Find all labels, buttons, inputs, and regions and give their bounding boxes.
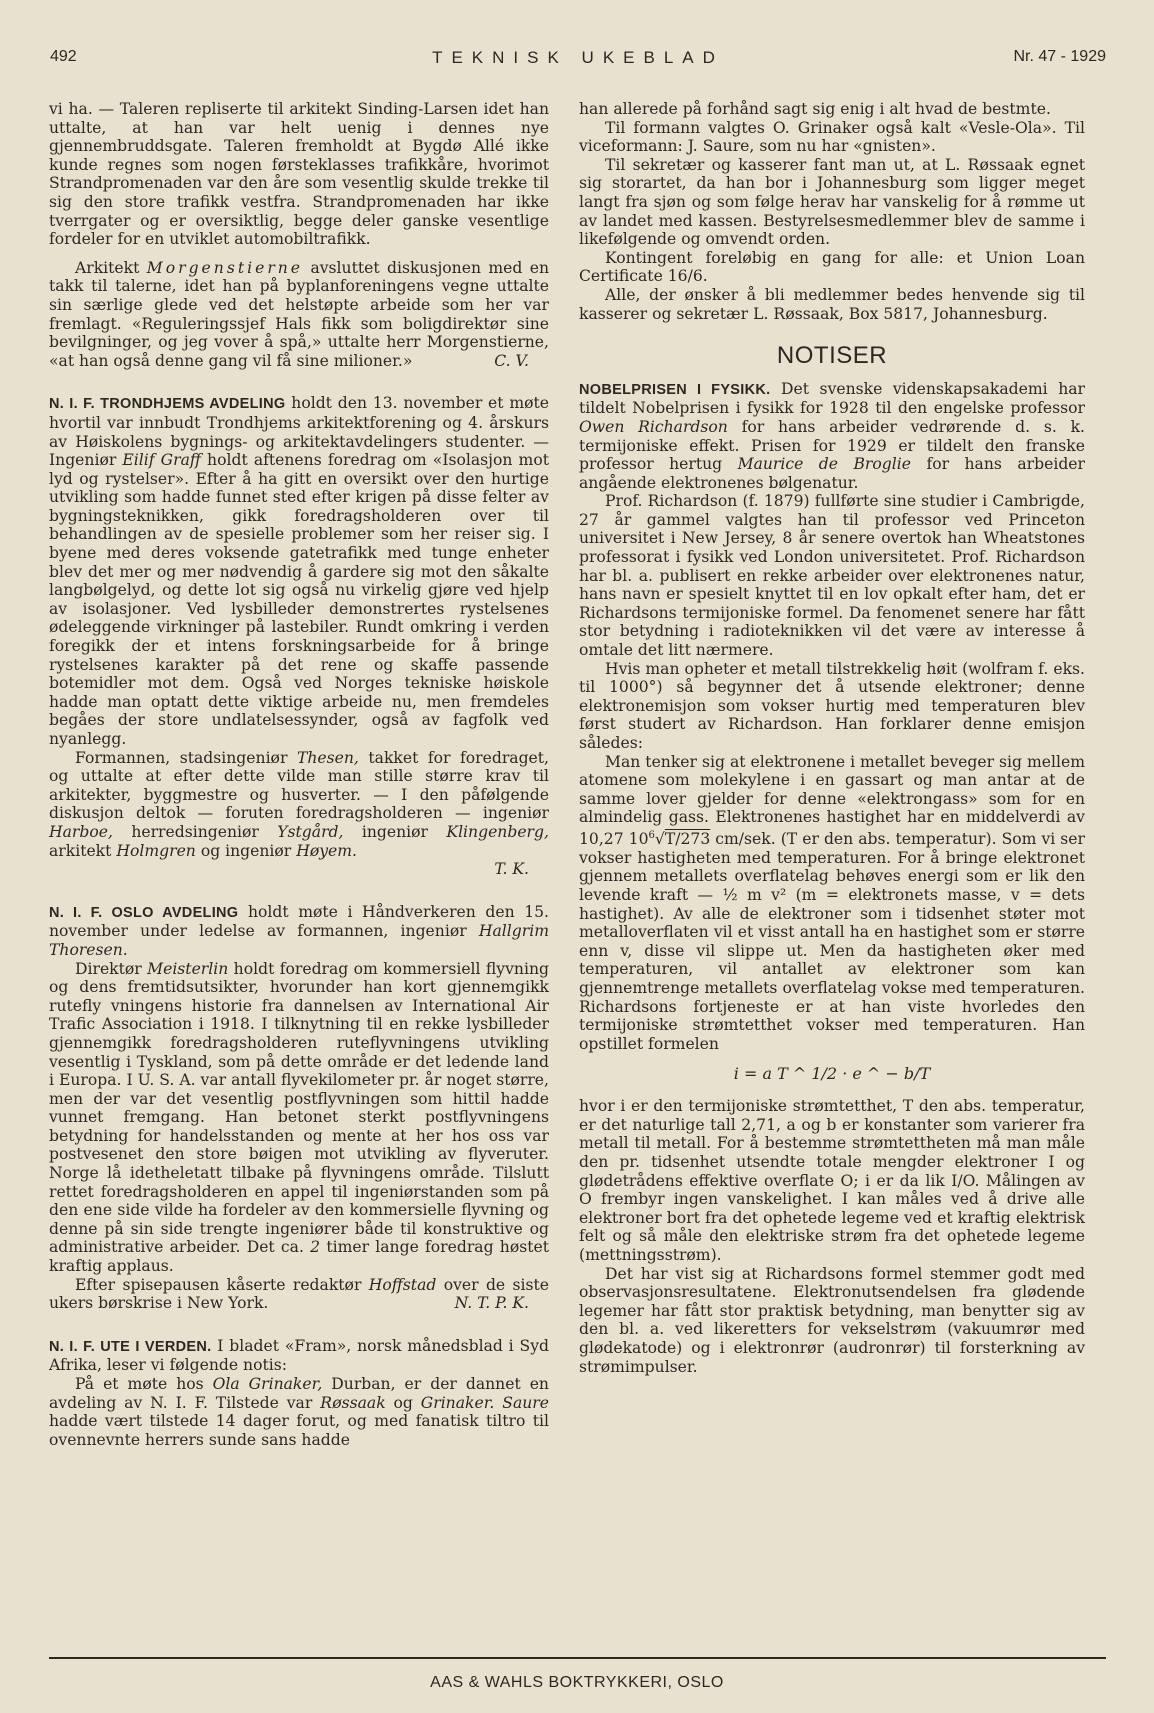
journal-title: TEKNISK UKEBLAD <box>432 48 724 67</box>
section-heading: NOBELPRISEN I FYSIKK. <box>579 381 771 398</box>
person-name: Morgenstierne <box>146 258 304 277</box>
paragraph: Alle, der ønsker å bli medlemmer bedes henvende sig til kasserer og sekretær L. Røssaak, Box 5817, Johannesburg. <box>579 285 1085 323</box>
issue-number: Nr. 47 - 1929 <box>1013 48 1106 65</box>
printer-footer: AAS & WAHLS BOKTRYKKERI, OSLO <box>430 1674 724 1691</box>
paragraph-oslo: N. I. F. OSLO AVDELING holdt møte i Håndverkeren den 15. november under ledelse av formannen, ingeniør Hallgrim Thoresen. <box>49 902 549 959</box>
paragraph: Formannen, stadsingeniør Thesen, takket for foredraget, og uttalte at efter dette vilde man stille større krav til arkitekter, byggmestre og husverter. — I den påfølgende diskusjon deltok — foruten foredragsholderen — ingeniør Harboe, herredsingeniør Ystgård, ingeniør Klingenberg, arkitekt Holmgren og ingeniør Høyem. <box>49 748 549 860</box>
section-heading: N. I. F. TRONDHJEMS AVDELING <box>49 396 286 413</box>
paragraph: Prof. Richardson (f. 1879) fullførte sine studier i Cambrigde, 27 år gammel valgtes han til professor ved Princeton universitet i New Jersey, 8 år senere overtok han Wheatstones professorat i fysikk ved London universitetet. Prof. Richardson har bl. a. publisert en rekke arbeider over elektronenes natur, hans navn er spesielt knyttet til en lov opkalt efter ham, det er Richardsons termijoniske formel. Da fenomenet senere har fått stor betydning i radioteknikken vil det være av interesse å omtale det litt nærmere. <box>579 492 1085 660</box>
paragraph: vi ha. — Taleren repliserte til arkitekt Sinding-Larsen idet han uttalte, at han var helt uenig i dennes nye gjennembruddsgate. Taleren fremholdt at Bygdø Allé ikke kunde regnes som nogen førsteklasses trafikkåre, hvorimot Strandpromenaden var den åre som vesentlig skulde trekke til sig den store trafikk vestfra. Strandpromenaden har ikke tverrgater og er oversiktlig, begge deler ganske vesentlige fordeler for en utviklet automobiltrafikk. <box>49 100 549 249</box>
footer-rule <box>49 1657 1106 1659</box>
paragraph: Efter spisepausen kåserte redaktør Hoffstad over de siste ukers børskrise i New York. N. T. P. K. <box>49 1275 549 1313</box>
paragraph: Hvis man opheter et metall tilstrekkelig høit (wolfram f. eks. til 1000°) så begynner det å utsende elektroner; denne elektronemisjon som vokser hurtig med temperaturen blev først studert av Richardson. Han forklarer denne emisjon således: <box>579 659 1085 752</box>
section-heading: N. I. F. UTE I VERDEN. <box>49 1338 212 1355</box>
paragraph-ute: N. I. F. UTE I VERDEN. I bladet «Fram», norsk månedsblad i Syd Afrika, leser vi følgende notis: <box>49 1336 549 1375</box>
page-header <box>50 48 1106 76</box>
paragraph-nobel: NOBELPRISEN I FYSIKK. Det svenske videnskapsakademi har tildelt Nobelprisen i fysikk for 1928 til den engelske professor Owen Richardson for hans arbeider vedrørende d. s. k. termijoniske effekt. Prisen for 1929 er tildelt den franske professor hertug Maurice de Broglie for hans arbeider angående elektronenes bølgenatur. <box>579 379 1085 492</box>
right-column <box>579 100 1085 1376</box>
paragraph-trondhjem: N. I. F. TRONDHJEMS AVDELING holdt den 13. november et møte hvortil var innbudt Trondhjems arkitektforening og 4. årskurs av Høiskolens bygnings- og arkitektavdelingers studenter. — Ingeniør Eilif Graff holdt aftenens foredrag om «Isolasjon mot lyd og rystelser». Efter å ha gitt en oversikt over den hurtige utvikling som hadde funnet sted efter krigen på disse felter av bygningsteknikken, gikk foredragsholderen over til behandlingen av de spesielle problemer som her reiser sig. I byene med deres voksende gatetrafikk med tunge enheter blev det mer og mer nødvendig å gardere sig mot den såkalte langbølgelyd, og dette lot sig også nu virkelig gjøre ved hjelp av isolasjoner. Ved lysbilleder demonstrertes rystelsenes ødeleggende virkninger på lastebiler. Rundt omkring i verden foregikk der et intens forskningsarbeide for å bringe rystelsenes karakter på det rene og skaffe passende botemidler mot dem. Også ved Norges tekniske høiskole hadde man optatt dette viktige arbeide nu, men fremdeles begåes der store undlatelsessynder, også av fagfolk ved nyanlegg. <box>49 394 550 748</box>
paragraph: Direktør Meisterlin holdt foredrag om kommersiell flyvning og dens fremtidsutsikter, hvorunder han kort gjennemgikk rutefly vningens historie fra dannelsen av International Air Trafic Association i 1918. I tilknytning til en rekke lysbilleder gjennemgikk foredragsholderen ruteflyvningens utvikling vesentlig i Tyskland, som på dette område er det ledende land i Europa. I U. S. A. var antall flyvekilometer pr. år noget større, men der var det vesentlig postflyvningen som hittil hadde vunnet fremgang. Han betonet sterkt postflyvningens betydning for handelsstanden og mente at her hos oss var postvesenet den store bøigen mot utvikling av flyveruter. Norge lå idetheletatt tilbake på flyvningens område. Tilslutt rettet foredragsholderen en appel til ingeniørstanden som på den ene side vilde ha fordeler av den kommersielle flyvning og denne på sin side trengte ingeniører både til konstruktive og administrative arbeider. Det ca. 2 timer lange foredrag høstet kraftig applaus. <box>49 959 549 1276</box>
paragraph: Til sekretær og kasserer fant man ut, at L. Røssaak egnet sig storartet, da han bor i Johannesburg som ligger meget langt fra sjøn og som følge herav har vanskelig for å rømme ut av landet med kassen. Bestyrelsesmedlemmer blev de samme i likefølgende og omvendt orden. <box>579 155 1085 249</box>
page-number: 492 <box>50 48 77 65</box>
paragraph: Til formann valgtes O. Grinaker også kalt «Vesle-Ola». Til viceformann: J. Saure, som nu har «gnisten». <box>579 118 1085 156</box>
signature: T. K. <box>494 860 529 879</box>
richardson-formula: i = a T ^ 1/2 · e ^ − b/T <box>733 1064 931 1084</box>
paragraph: Arkitekt Morgenstierne avsluttet diskusjonen med en takk til talerne, idet han på byplanforeningens vegne uttalte sin særlige glede ved det helstøpte arbeide som her var fremlagt. «Reguleringssjef Hals fikk som boligdirektør sine bevilgninger, og jeg vover å spå,» uttalte herr Morgenstierne, «at han også denne gang vil få sine milioner.» C. V. <box>49 258 550 370</box>
left-column <box>49 100 549 1449</box>
notiser-heading: NOTISER <box>776 342 888 370</box>
paragraph: han allerede på forhånd sagt sig enig i alt hvad de bestmte. <box>579 100 1051 118</box>
signature: N. T. P. K. <box>454 1294 529 1313</box>
section-heading: N. I. F. OSLO AVDELING <box>49 904 239 921</box>
paragraph: På et møte hos Ola Grinaker, Durban, er der dannet en avdeling av N. I. F. Tilstede var Røssaak og Grinaker. Saure hadde vært tilstede 14 dager forut, og med fanatisk tiltro til ovennevnte herrers sunde sans hadde <box>49 1375 549 1449</box>
paragraph: Det har vist sig at Richardsons formel stemmer godt med observasjonsresultatene. Elektronutsendelsen fra glødende legemer har fått stor praktisk betydning, man benytter sig av den bl. a. ved likeretters for vekselstrøm (vakuumrør med glødekatode) og i elektronrør (audronrør) til forsterkning av strømimpulser. <box>579 1264 1085 1376</box>
signature: C. V. <box>494 351 529 370</box>
paragraph: Kontingent foreløbig en gang for alle: et Union Loan Certificate 16/6. <box>579 248 1085 286</box>
paragraph: hvor i er den termijoniske strømtetthet, T den abs. temperatur, er det naturlige tall 2,71, a og b er konstanter som varierer fra metall til metall. For å bestemme strømtettheten må man måle den pr. tidsenhet utsendte totale mengder elektroner I og glødetrådens effektive overflate O; i er da lik I/O. Målingen av O frembyr ingen vanskelighet. I kan måles ved å drive alle elektroner bort fra det ophetede legeme ved et kraftig elektrisk felt og så måle den elektriske strøm fra det ophetede legeme (mettningsstrøm). <box>579 1097 1085 1265</box>
paragraph: Man tenker sig at elektronene i metallet beveger sig mellem atomene som molekylene i en gassart og man antar at de samme lover gjelder for denne «elektrongass» som for en almindelig gass. Elektronenes hastighet har en middelverdi av 10,27 $10^6√T/273$ cm/sek. (T er den abs. temperatur). Som vi ser vokser hastigheten med temperaturen. For å bringe elektronet gjennem metallets overflatelag behøves energi som er lik den levende kraft — ½ m v² (m = elektronets masse, v = dets hastighet). Av alle de elektroner som i tidsenhet støter mot metalloverflaten vil et visst antall ha en hastighet som er større enn v, disse vil slippe ut. Men da hastigheten øker med temperaturen, vil antallet av elektroner som kan gjennemtrenge metallets overflatelag vokse med temperaturen. Richardsons fortjeneste er at han viste hvorledes den termijoniske strømtetthet vokser med temperaturen. Han opstillet formelen <box>579 752 1085 1053</box>
